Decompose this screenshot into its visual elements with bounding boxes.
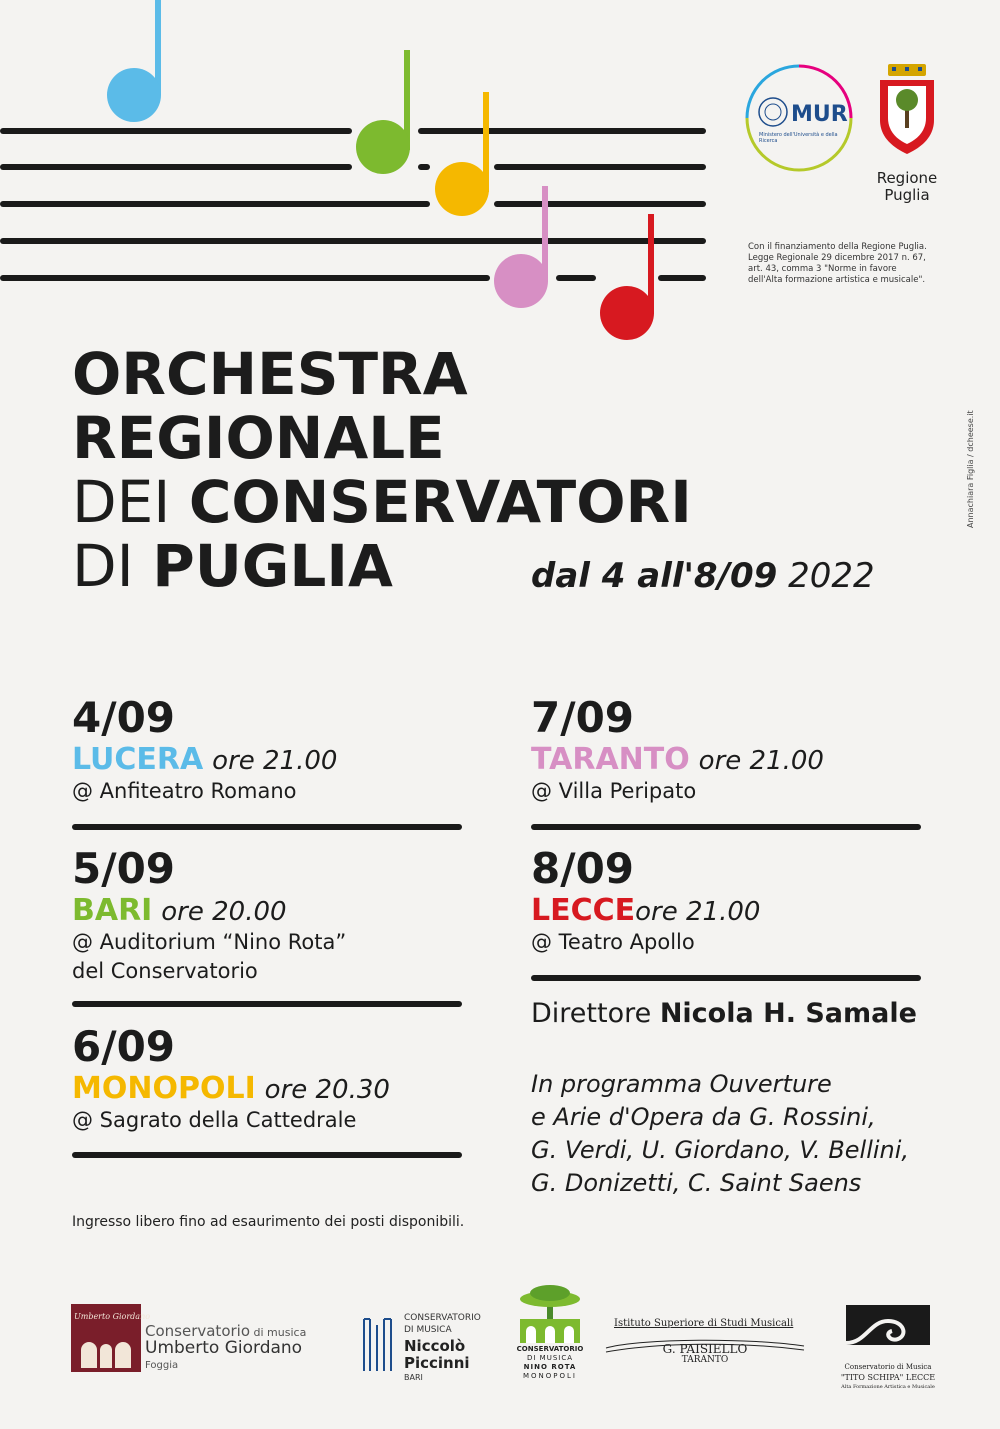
regione-puglia-label: Regione Puglia: [876, 169, 938, 204]
giordano-signature: Umberto Giordano: [74, 1312, 151, 1321]
event-venue-line2: del Conservatorio: [72, 959, 258, 983]
note-head-green: [356, 120, 410, 174]
logo-paisiello: [602, 1316, 808, 1376]
event-venue: @ Anfiteatro Romano: [72, 779, 297, 803]
title-line-3-bold: CONSERVATORI: [188, 468, 692, 536]
event-time: ore 21.00: [698, 746, 824, 776]
note-head-blue: [107, 68, 161, 122]
rota-line3: NINO ROTA: [523, 1363, 577, 1371]
regione-puglia-logo: [870, 62, 944, 204]
title-line-1: ORCHESTRA: [72, 340, 468, 408]
rota-line2: DI MUSICA: [526, 1354, 574, 1362]
title-line-2: REGIONALE: [72, 404, 445, 472]
event-venue: @ Auditorium “Nino Rota”: [72, 930, 347, 954]
giordano-emblem: [71, 1304, 151, 1372]
organ-pipes-icon: [360, 1315, 396, 1371]
director: [531, 998, 917, 1029]
event-taranto: [531, 693, 824, 806]
logo-conservatorio-schipa: [832, 1305, 944, 1391]
piccinni-line1: CONSERVATORIO: [404, 1313, 481, 1323]
divider: [531, 975, 921, 981]
event-date: 8/09: [531, 844, 635, 893]
event-date: 6/09: [72, 1022, 176, 1071]
event-time: ore 21.00: [212, 746, 338, 776]
staff-line: [0, 164, 352, 170]
event-time: ore 20.00: [161, 897, 287, 927]
event-date: 4/09: [72, 693, 176, 742]
regione-puglia-crest-icon: [870, 62, 944, 158]
programme-line: e Arie d'Opera da G. Rossini,: [531, 1103, 876, 1131]
period-dates: dal 4 all'8/09: [531, 556, 778, 596]
staff-line: [494, 164, 706, 170]
programme-line: G. Donizetti, C. Saint Saens: [531, 1169, 862, 1197]
event-time: ore 21.00: [635, 897, 761, 927]
staff-line: [418, 164, 430, 170]
event-lucera: [72, 693, 337, 806]
staff-line: [494, 201, 706, 207]
divider: [72, 1152, 462, 1158]
divider: [72, 1001, 462, 1007]
event-date: 7/09: [531, 693, 635, 742]
staff-line: [0, 128, 352, 134]
event-lecce: [531, 844, 760, 957]
event-venue: @ Teatro Apollo: [531, 930, 695, 954]
title-line-4-light: DI: [72, 532, 153, 600]
schipa-line1: Conservatorio di Musica: [844, 1363, 932, 1371]
event-city: BARI: [72, 893, 153, 928]
divider: [72, 824, 462, 830]
staff-line: [658, 275, 706, 281]
staff-line: [418, 128, 706, 134]
giordano-line1: Conservatorio: [145, 1322, 251, 1340]
programme: [531, 1068, 909, 1200]
staff-line: [0, 201, 430, 207]
note-head-red: [600, 286, 654, 340]
director-name: Nicola H. Samale: [659, 998, 917, 1029]
schipa-line3: Alta Formazione Artistica e Musicale: [841, 1384, 935, 1390]
schipa-line2: "TITO SCHIPA" LECCE: [840, 1373, 936, 1382]
event-bari: [72, 844, 346, 986]
paisiello-line1: Istituto Superiore di Studi Musicali: [614, 1318, 794, 1329]
logo-conservatorio-giordano: [71, 1304, 351, 1374]
title-line-3-light: DEI: [72, 468, 189, 536]
event-venue: @ Sagrato della Cattedrale: [72, 1108, 357, 1132]
giordano-line2: Umberto Giordano: [145, 1338, 303, 1358]
event-venue: @ Villa Peripato: [531, 779, 697, 803]
entry-note: Ingresso libero fino ad esaurimento dei posti disponibili.: [72, 1214, 465, 1230]
festival-period: [531, 556, 875, 596]
event-city: MONOPOLI: [72, 1071, 256, 1106]
mur-sublabel: Ministero dell'Università e della Ricerca: [759, 132, 838, 144]
paisiello-line3: TARANTO: [681, 1355, 729, 1365]
mur-logo: [743, 62, 855, 174]
paisiello-line2: G. PAISIELLO: [662, 1342, 748, 1356]
mur-label: MUR: [791, 102, 848, 127]
staff-line: [0, 275, 490, 281]
event-monopoli: [72, 1022, 390, 1135]
divider: [531, 824, 921, 830]
period-year: 2022: [788, 556, 875, 596]
piccinni-line4: Piccinni: [404, 1354, 470, 1372]
giordano-line1-small: di musica: [250, 1326, 307, 1339]
piccinni-line5: BARI: [404, 1373, 423, 1382]
logo-conservatorio-rota: [516, 1283, 584, 1383]
staff-line: [0, 238, 706, 244]
note-head-pink: [494, 254, 548, 308]
piccinni-line2: DI MUSICA: [404, 1325, 452, 1335]
giordano-line3: Foggia: [145, 1360, 179, 1371]
programme-line: In programma Ouverture: [531, 1070, 832, 1098]
logo-conservatorio-piccinni: [360, 1311, 490, 1381]
palm-tree-icon: [516, 1283, 584, 1343]
piccinni-line3: Niccolò: [404, 1337, 466, 1355]
event-city: LECCE: [531, 893, 636, 928]
event-date: 5/09: [72, 844, 176, 893]
funding-note: Con il finanziamento della Regione Puglia. Legge Regionale 29 dicembre 2017 n. 67, art. 43, comma 3 "Norme in favore dell'Alta formazione artistica e musicale".: [748, 242, 927, 285]
rota-line4: MONOPOLI: [523, 1372, 577, 1380]
note-head-yellow: [435, 162, 489, 216]
event-time: ore 20.30: [264, 1075, 390, 1105]
credit-text: Annachiara Figlia / dcheese.it: [966, 410, 975, 528]
event-city: LUCERA: [72, 742, 204, 777]
wave-emblem-icon: [846, 1305, 930, 1359]
staff-line: [556, 275, 596, 281]
arches-icon: [77, 1334, 135, 1368]
programme-line: G. Verdi, U. Giordano, V. Bellini,: [531, 1136, 910, 1164]
director-label: Direttore: [531, 998, 660, 1029]
title-line-4-bold: PUGLIA: [152, 532, 393, 600]
event-city: TARANTO: [531, 742, 690, 777]
rota-line1: CONSERVATORIO: [516, 1345, 584, 1353]
